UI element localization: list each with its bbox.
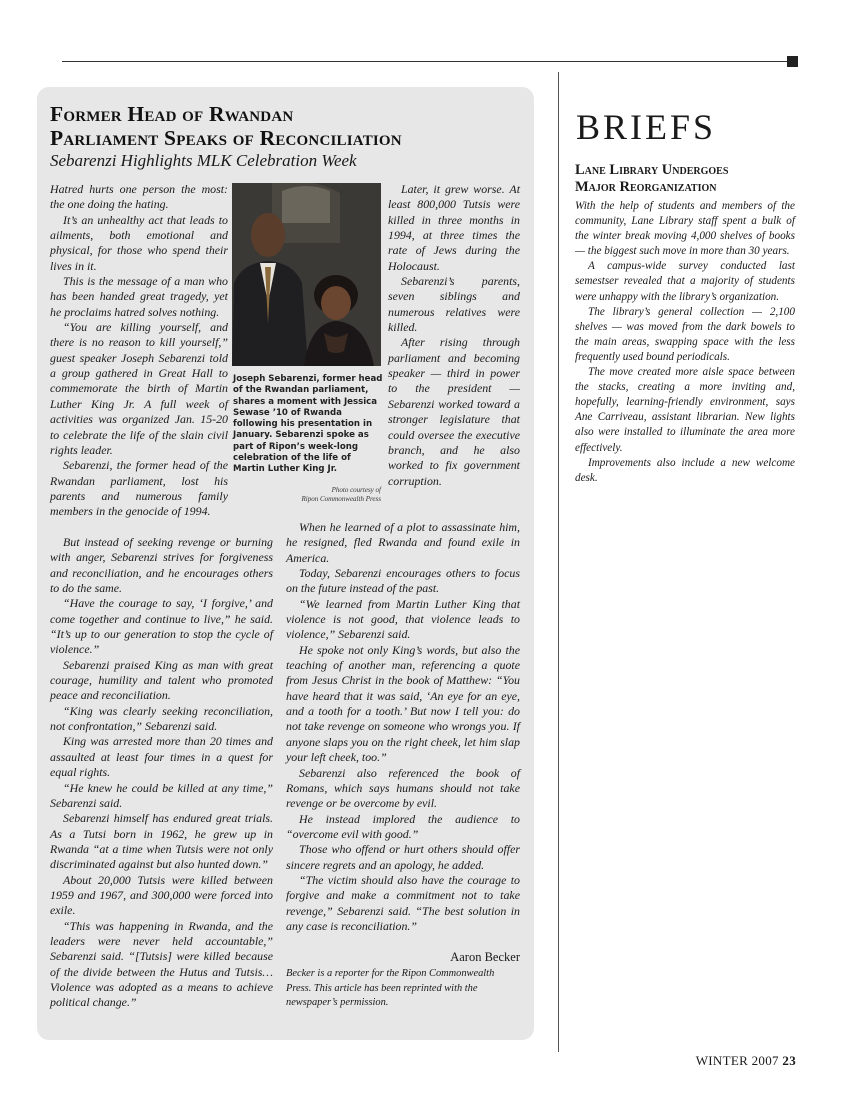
paragraph: After rising through parliament and becoming speaker — third in power to the president — Sebarenzi worked toward a stronger legislature that could oversee the executive branch, and he also worked to fix government corruption. (388, 335, 520, 488)
paragraph: “We learned from Martin Luther King that violence is not good, that violence leads to violence,” Sebarenzi said. (286, 596, 520, 642)
footer-season: WINTER 2007 (695, 1053, 779, 1068)
article-title (50, 102, 530, 150)
column-divider (558, 72, 559, 1052)
photo-credit-line-2: Ripon Commonwealth Press (301, 495, 381, 503)
briefs-title: BRIEFS (576, 107, 717, 147)
paragraph: “King was clearly seeking reconciliation, not confrontation,” Sebarenzi said. (50, 703, 273, 734)
article-title-line-1: Former Head of Rwandan (50, 102, 294, 126)
photo-caption: Joseph Sebarenzi, former head of the Rwandan parliament, shares a moment with Jessica Sewase ’10 of Rwanda following his presentation in January. Sebarenzi spoke as part of Ripon’s week-long celebration of the life of Martin Luther King Jr. (233, 374, 383, 475)
article-subtitle: Sebarenzi Highlights MLK Celebration Week (50, 151, 357, 170)
briefs-body (575, 199, 795, 486)
page-footer (686, 1053, 796, 1069)
photo-illustration (232, 183, 381, 366)
briefs-headline (575, 162, 805, 196)
paragraph: Sebarenzi praised King as man with great courage, humility and talent who promoted peace and reconciliation. (50, 657, 273, 703)
paragraph: Later, it grew worse. At least 800,000 Tutsis were killed in three months in 1994, at three times the rate of Jews during the Holocaust. (388, 182, 520, 273)
article-title-line-2: Parliament Speaks of Reconciliation (50, 126, 402, 150)
paragraph: The move created more aisle space between the stacks, creating a more inviting and, hopefully, learning-friendly environment, says Ane Carriveau, assistant librarian. New lights also were installed to illuminate the area more effectively. (575, 366, 795, 454)
paragraph: Sebarenzi’s parents, seven siblings and numerous relatives were killed. (388, 274, 520, 335)
author-note: Becker is a reporter for the Ripon Commonwealth Press. This article has been reprinted with the newspaper’s permission. (286, 968, 495, 1009)
article-column-3 (388, 182, 520, 489)
paragraph: He instead implored the audience to “overcome evil with good.” (286, 811, 520, 841)
briefs-headline-line-2: Major Reorganization (575, 179, 717, 195)
paragraph: The library’s general collection — 2,100 shelves — was moved from the dark bowels to the main areas, swapping space with the less frequently used bound periodicals. (575, 305, 795, 363)
paragraph: Sebarenzi, the former head of the Rwandan parliament, lost his parents and numerous family members in the genocide of 1994. (50, 458, 228, 519)
paragraph: When he learned of a plot to assassinate him, he resigned, fled Rwanda and found exile in America. (286, 520, 520, 565)
paragraph: Today, Sebarenzi encourages others to focus on the future instead of the past. (286, 566, 520, 596)
paragraph: Sebarenzi himself has endured great trials. As a Tutsi born in 1962, he grew up in Rwanda “at a time when Tutsis were not only discriminated against but also hunted down.” (50, 811, 273, 872)
top-rule (62, 61, 789, 62)
paragraph: Sebarenzi also referenced the book of Romans, which says humans should not take revenge or be overcome by evil. (286, 765, 520, 811)
paragraph: A campus-wide survey conducted last semestser revealed that a majority of students were unhappy with the library’s organization. (575, 260, 795, 303)
paragraph: With the help of students and members of the community, Lane Library staff spent a bulk of the winter break moving 4,000 shelves of books — the biggest such move in more than 30 years. (575, 200, 795, 258)
paragraph: “You are killing yourself, and there is no reason to kill yourself,” guest speaker Joseph Sebarenzi told a group gathered in Great Hall to commemorate the birth of Martin Luther King Jr. A full week of activities was organized Jan. 15-20 to celebrate the life of the slain civil rights leader. (50, 320, 228, 457)
paragraph: “Have the courage to say, ‘I forgive,’ and come together and continue to live,” he said. “It’s up to our generation to stop the cycle of violence.” (50, 596, 273, 657)
paragraph: It’s an unhealthy act that leads to ailments, both emotional and physical, for those who spend their lives in it. (50, 212, 228, 273)
paragraph: King was arrested more than 20 times and assaulted at least four times in a quest for equal rights. (50, 734, 273, 780)
paragraph: He spoke not only King’s words, but also the teaching of another man, referencing a quote from Jesus Christ in the book of Matthew: “You have heard that it was said, ‘An eye for an eye, and a tooth for a tooth.’ But now I tell you: do not take revenge on someone who wrongs you. If anyone slaps you on the right cheek, let him slap your left cheek, too.” (286, 642, 520, 765)
article-column-1-continued (50, 535, 273, 1011)
paragraph: “This was happening in Rwanda, and the leaders were never held accountable,” Sebarenzi said. “[Tutsis] were killed because of the divide between the Hutus and Tutsis… Violence was adopted as a means to achieve political change.” (50, 918, 273, 1010)
photo-credit (262, 486, 381, 504)
briefs-headline-line-1: Lane Library Undergoes (575, 162, 729, 178)
article-column-2 (286, 520, 520, 934)
paragraph: But instead of seeking revenge or burning with anger, Sebarenzi strives for forgiveness and reconciliation, and he encourages others to do the same. (50, 535, 273, 596)
paragraph: About 20,000 Tutsis were killed between 1959 and 1967, and 300,000 were forced into exile. (50, 872, 273, 918)
paragraph: “The victim should also have the courage to forgive and make a commitment not to take revenge,” Sebarenzi said. “The best solution in any case is reconciliation.” (286, 872, 520, 933)
article-photo (232, 183, 381, 366)
photo-credit-line-1: Photo courtesy of (331, 486, 381, 494)
paragraph: “He knew he could be killed at any time,” Sebarenzi said. (50, 780, 273, 810)
top-rule-square (787, 56, 798, 67)
page-number: 23 (782, 1053, 796, 1068)
paragraph: Improvements also include a new welcome desk. (575, 456, 795, 484)
paragraph: This is the message of a man who has been handed great tragedy, yet he proclaims hatred solves nothing. (50, 274, 228, 319)
article-column-1 (50, 182, 228, 520)
author-byline: Aaron Becker (450, 950, 520, 964)
paragraph: Hatred hurts one person the most: the one doing the hating. (50, 182, 228, 212)
paragraph: Those who offend or hurt others should offer sincere regrets and an apology, he added. (286, 842, 520, 872)
